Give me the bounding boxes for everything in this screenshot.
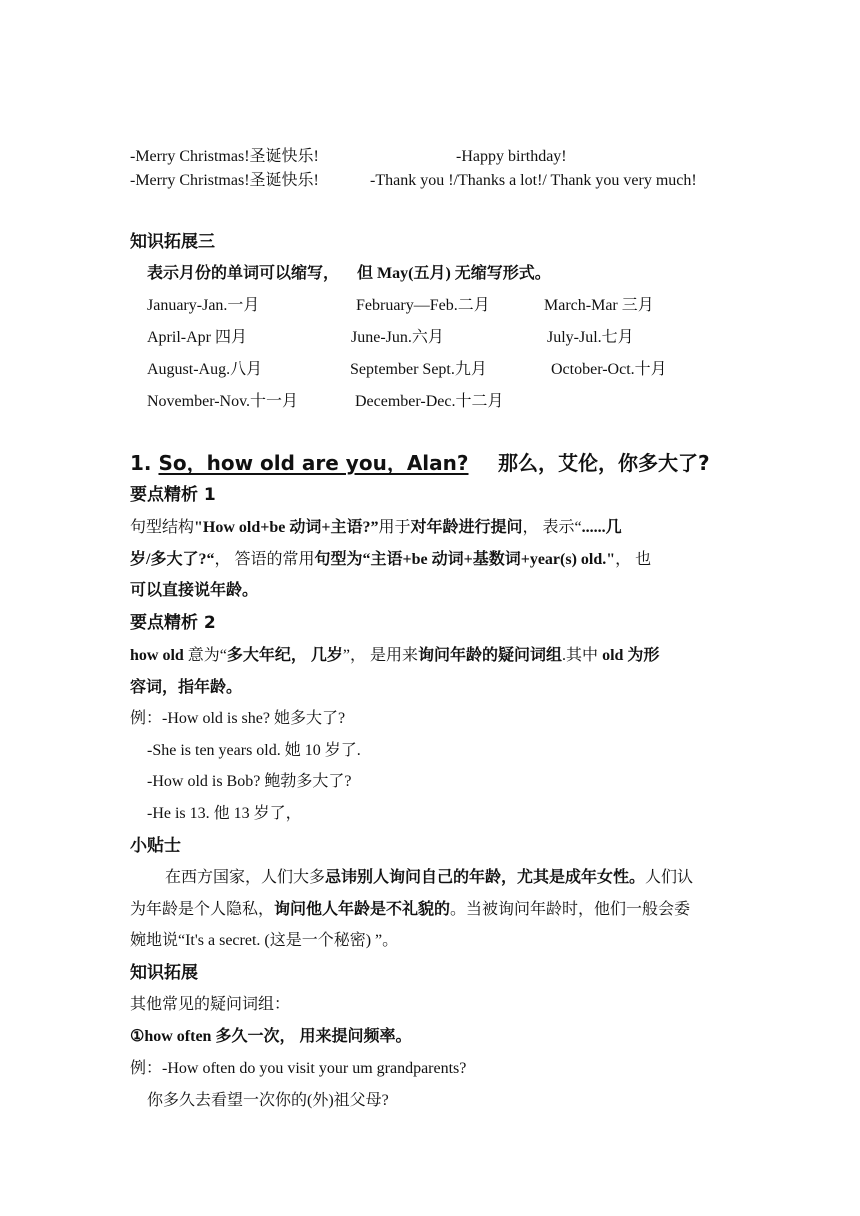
month-dec: December-Dec.十二月 [355,393,504,410]
p1-t3: 用于 [378,519,411,536]
section-english: So，how old are you，Alan? [158,451,469,475]
month-nov: November-Nov.十一月 [147,393,299,410]
p1-t5: ， 表示“ [522,519,582,536]
greeting-line-1 [130,146,319,168]
p2-t2: 意为“ [183,647,227,664]
tip-heading: 小贴士 [130,836,181,856]
ext3-intro-a: 表示月份的单词可以缩写， [147,265,340,282]
month-aug: August-Aug.八月 [147,361,263,378]
ext3-intro-b: 但 May(五月) 无缩写形式。 [357,265,551,282]
p1-t10: ， 也 [615,551,652,568]
month-jul: July-Jul.七月 [547,329,634,346]
month-oct: October-Oct.十月 [551,361,667,378]
tip-line3: 婉地说“It's a secret. (这是一个秘密) ”。 [130,932,399,949]
p2-t5: 询问年龄的疑问词组 [418,647,563,664]
point2-line2: 容词，指年龄。 [130,679,243,696]
p1-t2: "How old+be 动词+主语?” [194,519,379,536]
tip-line1 [165,867,693,889]
point1-line2 [130,549,651,571]
greeting-right-1: -Happy birthday! [456,148,567,165]
p1-t4: 对年龄进行提问 [410,519,523,536]
point1-heading: 要点精析 1 [130,485,216,505]
point2-line1 [130,645,659,667]
ext-example-1: 例：-How often do you visit your um grandparents? [130,1060,467,1077]
p1-t1: 句型结构 [130,519,195,536]
p2-t6: .其中 [562,647,603,664]
tip-t4: 为年龄是个人隐私， [130,901,275,918]
point2-heading: 要点精析 2 [130,613,216,633]
section-chinese: 那么，艾伦，你多大了? [498,451,710,475]
month-jan: January-Jan.一月 [147,297,260,314]
example-4: -He is 13. 他 13 岁了， [147,805,302,822]
month-sep: September Sept.九月 [350,361,487,378]
tip-t6: 。当被询问年龄时，他们一般会委 [450,901,691,918]
greeting-right-2: -Thank you !/Thanks a lot!/ Thank you very much! [370,172,697,189]
p1-t8: ， 答语的常用 [214,551,315,568]
ext3-intro [147,263,551,285]
p1-t7: 岁/多大了?“ [130,551,215,568]
ext-example-1-cn: 你多久去看望一次你的(外)祖父母? [147,1092,389,1109]
greeting-left: -Merry Christmas!圣诞快乐! [130,148,319,165]
p1-t6: ......几 [581,519,622,536]
p2-t3: 多大年纪， 几岁 [226,647,343,664]
example-2: -She is ten years old. 她 10 岁了. [147,742,361,759]
example-3: -How old is Bob? 鲍勃多大了? [147,773,352,790]
tip-t1: 在西方国家，人们大多 [165,869,326,886]
month-apr: April-Apr 四月 [147,329,247,346]
greeting-line-2: -Merry Christmas!圣诞快乐! [130,172,319,189]
tip-t5: 询问他人年龄是不礼貌的 [274,901,451,918]
p1-t9: 句型为“主语+be 动词+基数词+year(s) old." [314,551,616,568]
ext-heading: 知识拓展 [130,963,198,983]
tip-t3: 人们认 [645,869,694,886]
p2-t4: ”， 是用来 [342,647,419,664]
month-jun: June-Jun.六月 [351,329,444,346]
section-1-title [130,449,469,477]
month-feb: February—Feb.二月 [356,297,490,314]
p2-t1: how old [130,647,184,664]
ext3-heading: 知识拓展三 [130,232,215,252]
tip-t2: 忌讳别人询问自己的年龄，尤其是成年女性。 [325,869,646,886]
example-1: 例：-How old is she? 她多大了? [130,710,346,727]
point1-line1 [130,517,622,539]
ext-intro: 其他常见的疑问词组： [130,996,291,1013]
section-number: 1. [130,451,159,475]
tip-line2 [130,899,690,921]
point1-line3: 可以直接说年龄。 [130,582,259,599]
month-mar: March-Mar 三月 [544,297,654,314]
ext-item-1: ①how often 多久一次， 用来提问频率。 [130,1028,412,1045]
p2-t7: old 为形 [602,647,660,664]
